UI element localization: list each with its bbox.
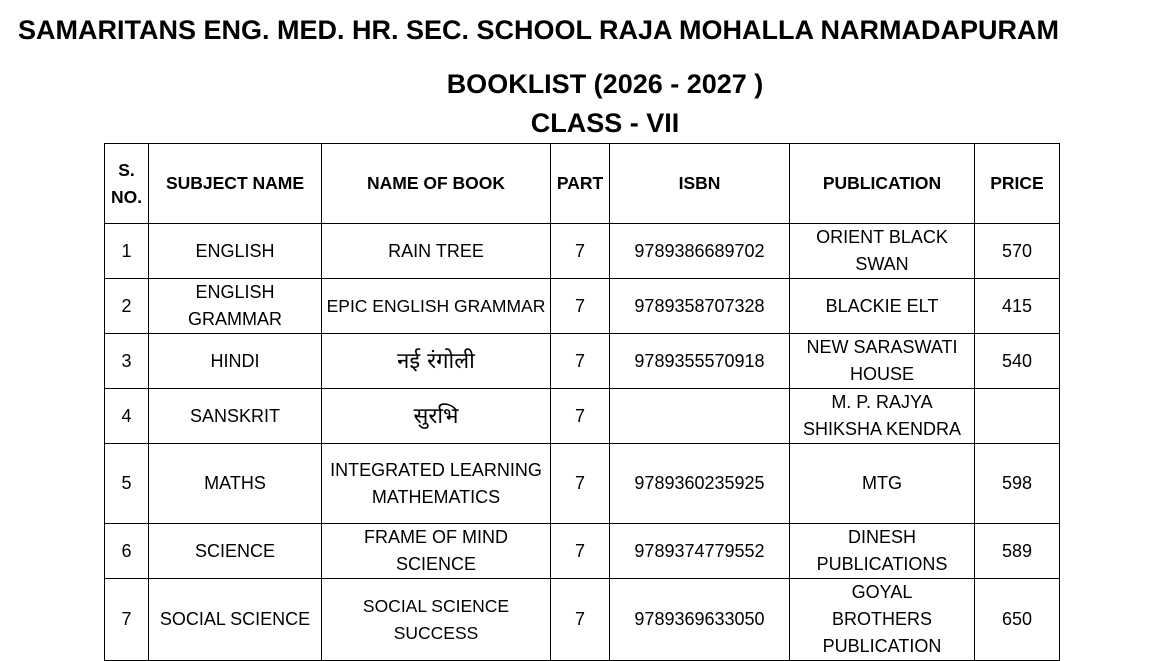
cell-isbn: 9789360235925 (610, 444, 790, 524)
cell-book: SOCIAL SCIENCE SUCCESS (322, 579, 551, 661)
table-row (105, 389, 1060, 444)
cell-publication: ORIENT BLACK SWAN (790, 224, 975, 279)
cell-sno: 2 (105, 279, 149, 334)
column-header-book: NAME OF BOOK (322, 144, 551, 224)
cell-part: 7 (551, 279, 610, 334)
cell-price: 589 (975, 524, 1060, 579)
cell-part: 7 (551, 334, 610, 389)
cell-publication: NEW SARASWATI HOUSE (790, 334, 975, 389)
cell-subject: ENGLISH (149, 224, 322, 279)
cell-price (975, 389, 1060, 444)
cell-subject: SANSKRIT (149, 389, 322, 444)
column-header-price: PRICE (975, 144, 1060, 224)
booklist-title: BOOKLIST (2026 - 2027 ) (446, 69, 764, 99)
table-row (105, 579, 1060, 661)
cell-price: 540 (975, 334, 1060, 389)
cell-sno: 1 (105, 224, 149, 279)
table-header-row (105, 144, 1060, 224)
table-row (105, 279, 1060, 334)
table-row (105, 444, 1060, 524)
cell-sno: 7 (105, 579, 149, 661)
cell-isbn: 9789374779552 (610, 524, 790, 579)
cell-isbn: 9789358707328 (610, 279, 790, 334)
cell-subject: MATHS (149, 444, 322, 524)
cell-book: FRAME OF MIND SCIENCE (322, 524, 551, 579)
cell-part: 7 (551, 579, 610, 661)
booklist-table (104, 143, 1060, 661)
cell-part: 7 (551, 524, 610, 579)
cell-isbn (610, 389, 790, 444)
cell-book: INTEGRATED LEARNING MATHEMATICS (322, 444, 551, 524)
column-header-sno: S. NO. (105, 144, 149, 224)
column-header-subject: SUBJECT NAME (149, 144, 322, 224)
cell-publication: M. P. RAJYA SHIKSHA KENDRA (790, 389, 975, 444)
cell-price: 650 (975, 579, 1060, 661)
cell-part: 7 (551, 224, 610, 279)
cell-subject: HINDI (149, 334, 322, 389)
table-row (105, 224, 1060, 279)
cell-subject: SCIENCE (149, 524, 322, 579)
cell-book: सुरभि (322, 389, 551, 444)
cell-sno: 3 (105, 334, 149, 389)
cell-book: नई रंगोली (322, 334, 551, 389)
cell-price: 415 (975, 279, 1060, 334)
cell-isbn: 9789355570918 (610, 334, 790, 389)
cell-isbn: 9789369633050 (610, 579, 790, 661)
school-name: SAMARITANS ENG. MED. HR. SEC. SCHOOL RAJA MOHALLA NARMADAPURAM (18, 15, 1060, 45)
cell-part: 7 (551, 389, 610, 444)
cell-sno: 6 (105, 524, 149, 579)
cell-publication: GOYAL BROTHERS PUBLICATION (790, 579, 975, 661)
column-header-isbn: ISBN (610, 144, 790, 224)
cell-price: 598 (975, 444, 1060, 524)
cell-book: EPIC ENGLISH GRAMMAR (322, 279, 551, 334)
column-header-publication: PUBLICATION (790, 144, 975, 224)
cell-publication: BLACKIE ELT (790, 279, 975, 334)
cell-sno: 5 (105, 444, 149, 524)
cell-publication: MTG (790, 444, 975, 524)
cell-isbn: 9789386689702 (610, 224, 790, 279)
cell-subject: SOCIAL SCIENCE (149, 579, 322, 661)
cell-subject: ENGLISH GRAMMAR (149, 279, 322, 334)
cell-sno: 4 (105, 389, 149, 444)
cell-part: 7 (551, 444, 610, 524)
table-row (105, 334, 1060, 389)
class-title: CLASS - VII (530, 108, 680, 138)
cell-price: 570 (975, 224, 1060, 279)
column-header-part: PART (551, 144, 610, 224)
cell-publication: DINESH PUBLICATIONS (790, 524, 975, 579)
cell-book: RAIN TREE (322, 224, 551, 279)
table-row (105, 524, 1060, 579)
